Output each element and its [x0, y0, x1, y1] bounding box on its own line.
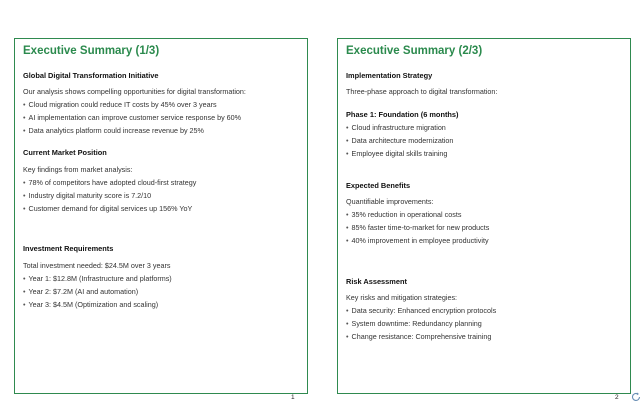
bullet-dot-icon: • — [23, 100, 26, 109]
bullet-item: • Year 1: $12.8M (Infrastructure and platforms) — [23, 274, 172, 283]
section-intro-risk: Key risks and mitigation strategies: — [346, 293, 458, 302]
bullet-item: • 35% reduction in operational costs — [346, 210, 462, 219]
bullet-item: • Industry digital maturity score is 7.2/10 — [23, 191, 152, 200]
section-heading-strategy: Implementation Strategy — [346, 71, 433, 80]
bullet-item: • Customer demand for digital services up 156% YoY — [23, 204, 193, 213]
section-heading-risk: Risk Assessment — [346, 277, 407, 286]
bullet-dot-icon: • — [23, 178, 26, 187]
bullet-item: • Data analytics platform could increase revenue by 25% — [23, 126, 204, 135]
bullet-dot-icon: • — [23, 274, 26, 283]
bullet-dot-icon: • — [346, 223, 349, 232]
bullet-item: • System downtime: Redundancy planning — [346, 319, 482, 328]
section-heading-investment: Investment Requirements — [23, 244, 114, 253]
bullet-item: • Data security: Enhanced encryption protocols — [346, 306, 497, 315]
section-intro-strategy: Three-phase approach to digital transformation: — [346, 87, 498, 96]
page-number-1: 1 — [291, 394, 295, 401]
bullet-dot-icon: • — [346, 332, 349, 341]
slide-page-2 — [337, 38, 631, 394]
bullet-dot-icon: • — [346, 306, 349, 315]
page-title: Executive Summary (2/3) — [346, 45, 483, 57]
refresh-icon[interactable] — [631, 392, 641, 402]
bullet-dot-icon: • — [346, 136, 349, 145]
section-heading-phase1: Phase 1: Foundation (6 months) — [346, 110, 459, 119]
section-heading-global: Global Digital Transformation Initiative — [23, 71, 159, 80]
bullet-dot-icon: • — [346, 149, 349, 158]
bullet-dot-icon: • — [346, 210, 349, 219]
section-heading-benefits: Expected Benefits — [346, 181, 411, 190]
bullet-dot-icon: • — [346, 123, 349, 132]
bullet-item: • Data architecture modernization — [346, 136, 454, 145]
bullet-item: • 85% faster time-to-market for new products — [346, 223, 490, 232]
section-intro-investment: Total investment needed: $24.5M over 3 years — [23, 261, 171, 270]
bullet-item: • Change resistance: Comprehensive training — [346, 332, 492, 341]
bullet-item: • AI implementation can improve customer service response by 60% — [23, 113, 242, 122]
bullet-item: • Employee digital skills training — [346, 149, 448, 158]
bullet-item: • Cloud infrastructure migration — [346, 123, 446, 132]
bullet-dot-icon: • — [23, 204, 26, 213]
bullet-item: • 78% of competitors have adopted cloud-first strategy — [23, 178, 197, 187]
section-heading-market: Current Market Position — [23, 148, 107, 157]
section-intro-market: Key findings from market analysis: — [23, 165, 133, 174]
bullet-item: • Cloud migration could reduce IT costs by 45% over 3 years — [23, 100, 217, 109]
page-number-2: 2 — [615, 394, 619, 401]
bullet-dot-icon: • — [23, 113, 26, 122]
slide-page-1 — [14, 38, 308, 394]
page-title: Executive Summary (1/3) — [23, 45, 160, 57]
section-intro-global: Our analysis shows compelling opportunities for digital transformation: — [23, 87, 246, 96]
bullet-dot-icon: • — [346, 236, 349, 245]
bullet-dot-icon: • — [23, 300, 26, 309]
bullet-dot-icon: • — [23, 126, 26, 135]
bullet-dot-icon: • — [23, 287, 26, 296]
bullet-dot-icon: • — [346, 319, 349, 328]
bullet-item: • 40% improvement in employee productivity — [346, 236, 489, 245]
bullet-item: • Year 2: $7.2M (AI and automation) — [23, 287, 139, 296]
bullet-dot-icon: • — [23, 191, 26, 200]
bullet-item: • Year 3: $4.5M (Optimization and scaling) — [23, 300, 159, 309]
section-intro-benefits: Quantifiable improvements: — [346, 197, 434, 206]
